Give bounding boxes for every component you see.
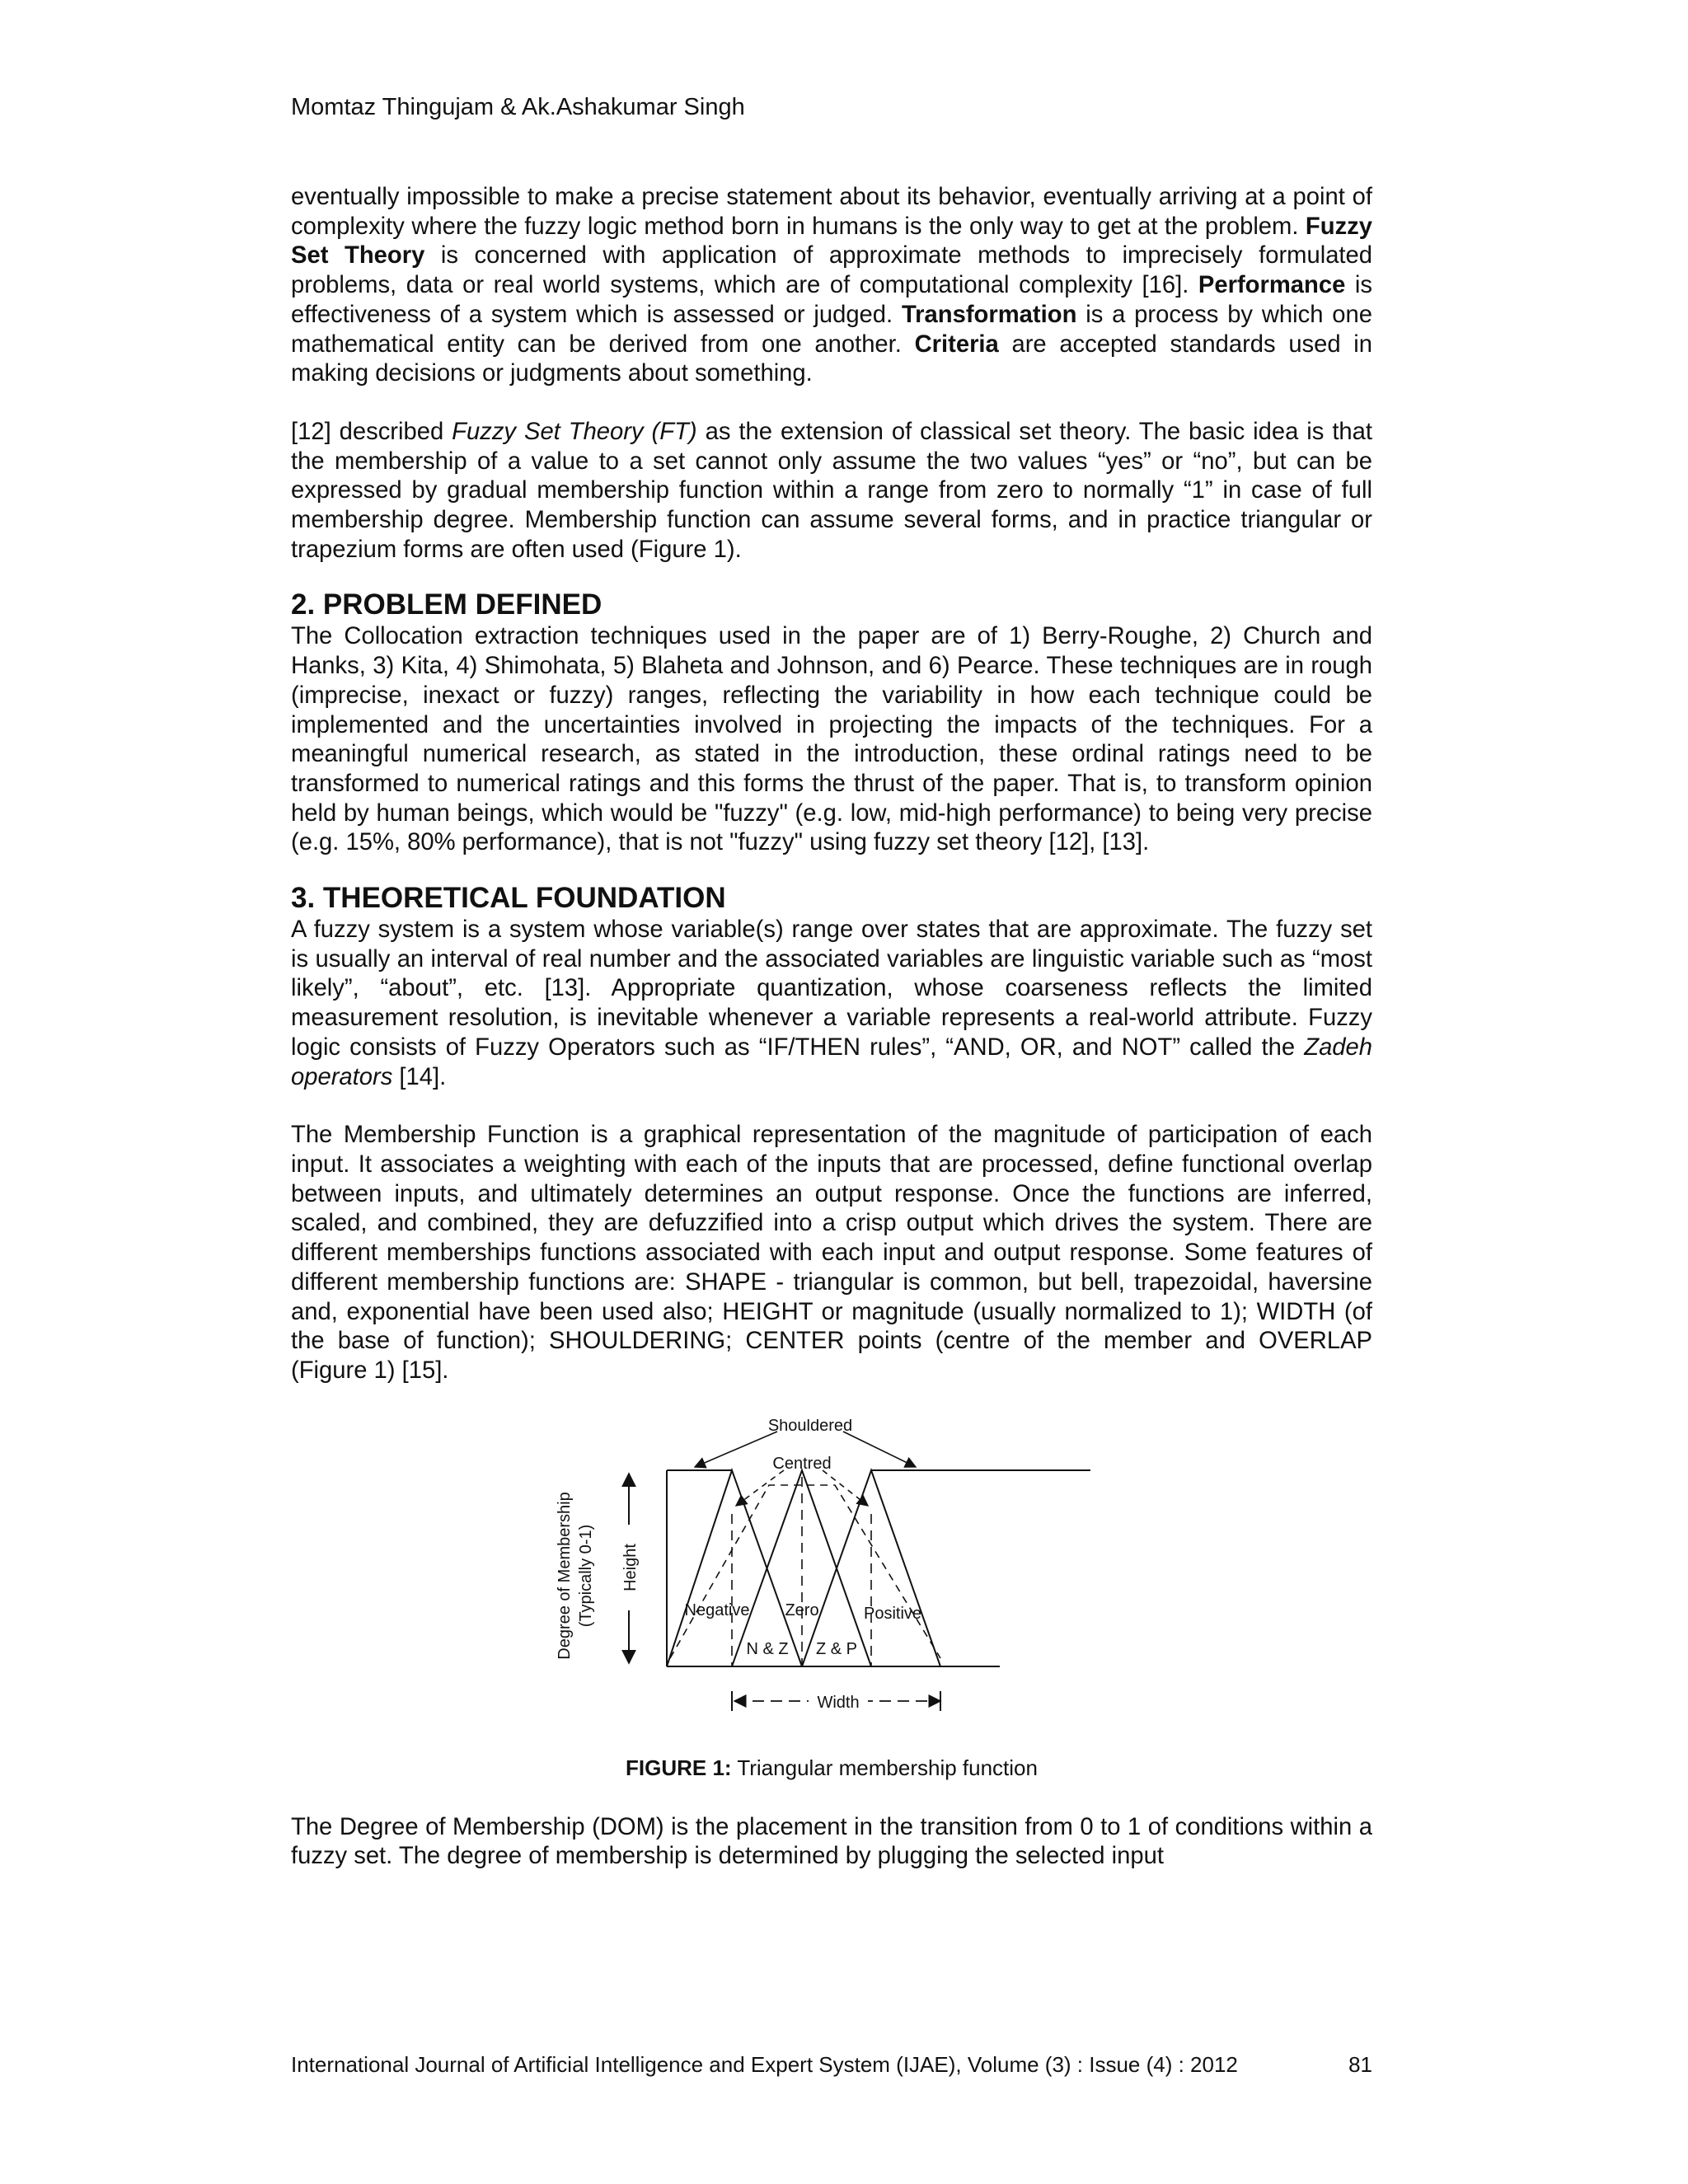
- shouldered-arrow-right: [843, 1432, 916, 1467]
- shouldered-label: Shouldered: [767, 1418, 853, 1435]
- width-label: Width: [817, 1693, 860, 1712]
- shouldered-arrow-left: [695, 1432, 777, 1467]
- negative-label: Negative: [684, 1601, 750, 1619]
- y-axis-label: Degree of Membership: [556, 1491, 574, 1660]
- term-transformation: Transformation: [901, 301, 1077, 328]
- term-performance: Performance: [1198, 272, 1346, 299]
- term-fuzzy-set-theory: Fuzzy Set Theory: [291, 213, 1372, 269]
- section-heading-problem-defined: 2. PROBLEM DEFINED: [291, 588, 603, 621]
- section-heading-theoretical-foundation: 3. THEORETICAL FOUNDATION: [291, 882, 726, 915]
- paragraph-problem-defined: The Collocation extraction techniques used in the paper are of 1) Berry-Roughe, 2) Church and Hanks, 3) Kita, 4) Shimohata, 5) Blaheta and Johnson, and 6) Pearce. These techniques are in rough (imprecise, inexact or fuzzy) ranges, reflecting the variability in how each technique could be implemented and the uncertainties involved in projecting the impacts of the techniques. For a meaningful numerical research, as stated in the introduction, these ordinal ratings need to be transformed to numerical ratings and this forms the thrust of the paper. That is, to transform opinion held by human beings, which would be "fuzzy" (e.g. low, mid-high performance) to being very precise (e.g. 15%, 80% performance), that is not "fuzzy" using fuzzy set theory [12], [13].: [291, 623, 1372, 856]
- negative-membership-curve: [667, 1470, 802, 1666]
- figure-1: [291, 1419, 1372, 1782]
- paragraph-fuzzy-set-theory: [12] described Fuzzy Set Theory (FT) as the extension of classical set theory. The basic idea is that the membership of a value to a set cannot only assume the two values “yes” or “no”, but can be expressed by gradual membership function within a range from zero to normally “1” in case of full membership degree. Membership function can assume several forms, and in practice triangular or trapezium forms are often used (Figure 1).: [291, 418, 1373, 563]
- page-footer: [291, 2050, 1372, 2079]
- paragraph-degree-of-membership: The Degree of Membership (DOM) is the placement in the transition from 0 to 1 of conditions within a fuzzy set. The degree of membership is determined by plugging the selected input: [291, 1813, 1372, 1870]
- zero-label: Zero: [785, 1601, 819, 1619]
- paragraph-membership-function: The Membership Function is a graphical representation of the magnitude of participation of each input. It associates a weighting with each of the inputs that are processed, define functional overlap between inputs, and ultimately determines an output response. Once the functions are inferred, scaled, and combined, they are defuzzified into a crisp output which drives the system. There are different memberships functions associated with each input and output response. Some features of different membership functions are: SHAPE - triangular is common, but bell, trapezoidal, haversine and, exponential have been used also; HEIGHT or magnitude (usually normalized to 1); WIDTH (of the base of function); SHOULDERING; CENTER points (centre of the member and OVERLAP (Figure 1) [15].: [291, 1122, 1372, 1384]
- centred-label: Centred: [772, 1454, 832, 1473]
- positive-label: Positive: [863, 1604, 922, 1623]
- figure-caption: FIGURE 1: Triangular membership function: [626, 1755, 1038, 1780]
- height-label: Height: [621, 1543, 640, 1591]
- zp-overlap-label: Z & P: [815, 1639, 858, 1658]
- term-ft: Fuzzy Set Theory (FT): [452, 418, 697, 445]
- paragraph-fuzzy-system: A fuzzy system is a system whose variable(s) range over states that are approximate. The fuzzy set is usually an interval of real number and the associated variables are linguistic variable such as “most likely”, “about”, etc. [13]. Appropriate quantization, whose coarseness reflects the limited measurement resolution, is inevitable whenever a variable represents a real-world attribute. Fuzzy logic consists of Fuzzy Operators such as “IF/THEN rules”, “AND, OR, and NOT” called the Zadeh operators [14].: [291, 916, 1372, 1090]
- nz-overlap-label: N & Z: [746, 1639, 789, 1658]
- dashed-shoulder-curve: [670, 1485, 940, 1658]
- membership-function-diagram: [530, 1419, 1123, 1732]
- journal-citation: International Journal of Artificial Intelligence and Expert System (IJAE), Volume (3) : Issue (4) : 2012: [291, 2052, 1238, 2077]
- page-number: 81: [1348, 2052, 1372, 2077]
- page-body: [291, 183, 1372, 1872]
- running-head: Momtaz Thingujam & Ak.Ashakumar Singh: [291, 94, 745, 120]
- term-zadeh-operators: Zadeh operators: [291, 1033, 1372, 1090]
- paragraph-definitions: eventually impossible to make a precise statement about its behavior, eventually arriving at a point of complexity where the fuzzy logic method born in humans is the only way to get at the problem. Fuzzy Set Theory is concerned with application of approximate methods to imprecisely formulated problems, data or real world systems, which are of computational complexity [16]. Performance is effectiveness of a system which is assessed or judged. Transformation is a process by which one mathematical entity can be derived from one another. Criteria are accepted standards used in making decisions or judgments about something.: [291, 184, 1373, 387]
- term-criteria: Criteria: [914, 330, 999, 358]
- y-axis-sublabel: (Typically 0-1): [577, 1524, 595, 1627]
